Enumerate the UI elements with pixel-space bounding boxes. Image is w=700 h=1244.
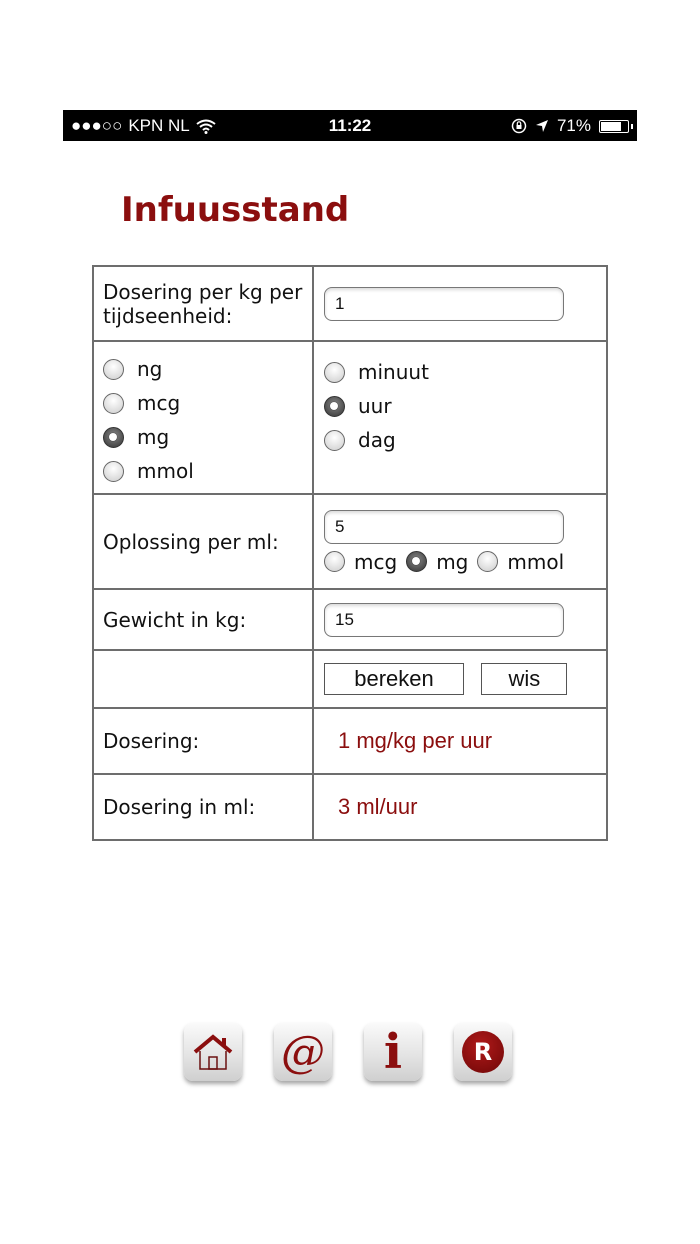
radio-uur[interactable] xyxy=(324,396,345,417)
signal-strength: ●●●○○ xyxy=(71,116,123,135)
carrier-name: KPN NL xyxy=(128,116,190,135)
r-logo-icon: R xyxy=(462,1031,504,1073)
email-button[interactable] xyxy=(274,1023,332,1081)
solution-input[interactable]: 5 xyxy=(324,510,564,544)
weight-label: Gewicht in kg: xyxy=(93,589,313,650)
infusion-form: Dosering per kg per tijdseenheid: 1 ng mcg mg mmol minuut uur dag Oplossing per ml: 5 mcg mg mmol Gewicht in kg: 15 bereken wis Dosering: 1 mg/kg per uur Dosering in ml: 3 ml/uur xyxy=(92,265,608,841)
time-unit-uur[interactable]: uur xyxy=(324,389,596,423)
radio-dag[interactable] xyxy=(324,430,345,451)
result-dose-value: 1 mg/kg per uur xyxy=(338,728,493,753)
weight-input[interactable]: 15 xyxy=(324,603,564,637)
rotation-lock-icon xyxy=(511,118,527,134)
dose-unit-mg[interactable]: mg xyxy=(103,420,303,454)
location-icon xyxy=(535,119,549,133)
clear-button[interactable]: wis xyxy=(481,663,567,695)
radio-mmol[interactable] xyxy=(103,461,124,482)
status-bar xyxy=(63,110,637,141)
solution-radio-mg[interactable] xyxy=(406,551,427,572)
dose-unit-mcg[interactable]: mcg xyxy=(103,386,303,420)
dose-unit-mmol[interactable]: mmol xyxy=(103,454,303,488)
dose-label: Dosering per kg per tijdseenheid: xyxy=(93,266,313,341)
calculate-button[interactable]: bereken xyxy=(324,663,464,695)
page-title: Infuusstand xyxy=(121,190,350,230)
radio-mcg[interactable] xyxy=(103,393,124,414)
solution-label: Oplossing per ml: xyxy=(93,494,313,589)
solution-radio-mcg[interactable] xyxy=(324,551,345,572)
home-button[interactable] xyxy=(184,1023,242,1081)
solution-radio-mmol[interactable] xyxy=(477,551,498,572)
radio-mg[interactable] xyxy=(103,427,124,448)
bottom-nav xyxy=(184,1023,512,1081)
clock: 11:22 xyxy=(328,116,372,135)
info-button[interactable] xyxy=(364,1023,422,1081)
time-unit-dag[interactable]: dag xyxy=(324,423,596,457)
dose-unit-ng[interactable]: ng xyxy=(103,352,303,386)
radio-minuut[interactable] xyxy=(324,362,345,383)
result-ml-value: 3 ml/uur xyxy=(338,794,418,819)
dose-input[interactable]: 1 xyxy=(324,287,564,321)
battery-icon xyxy=(599,120,629,133)
battery-percentage: 71% xyxy=(556,116,591,135)
result-ml-label: Dosering in ml: xyxy=(93,774,313,840)
at-icon: @ xyxy=(281,1026,325,1078)
radio-ng[interactable] xyxy=(103,359,124,380)
time-unit-minuut[interactable]: minuut xyxy=(324,355,596,389)
home-icon xyxy=(191,1032,235,1072)
info-icon: i xyxy=(383,1024,403,1080)
r-button[interactable] xyxy=(454,1023,512,1081)
result-dose-label: Dosering: xyxy=(93,708,313,774)
